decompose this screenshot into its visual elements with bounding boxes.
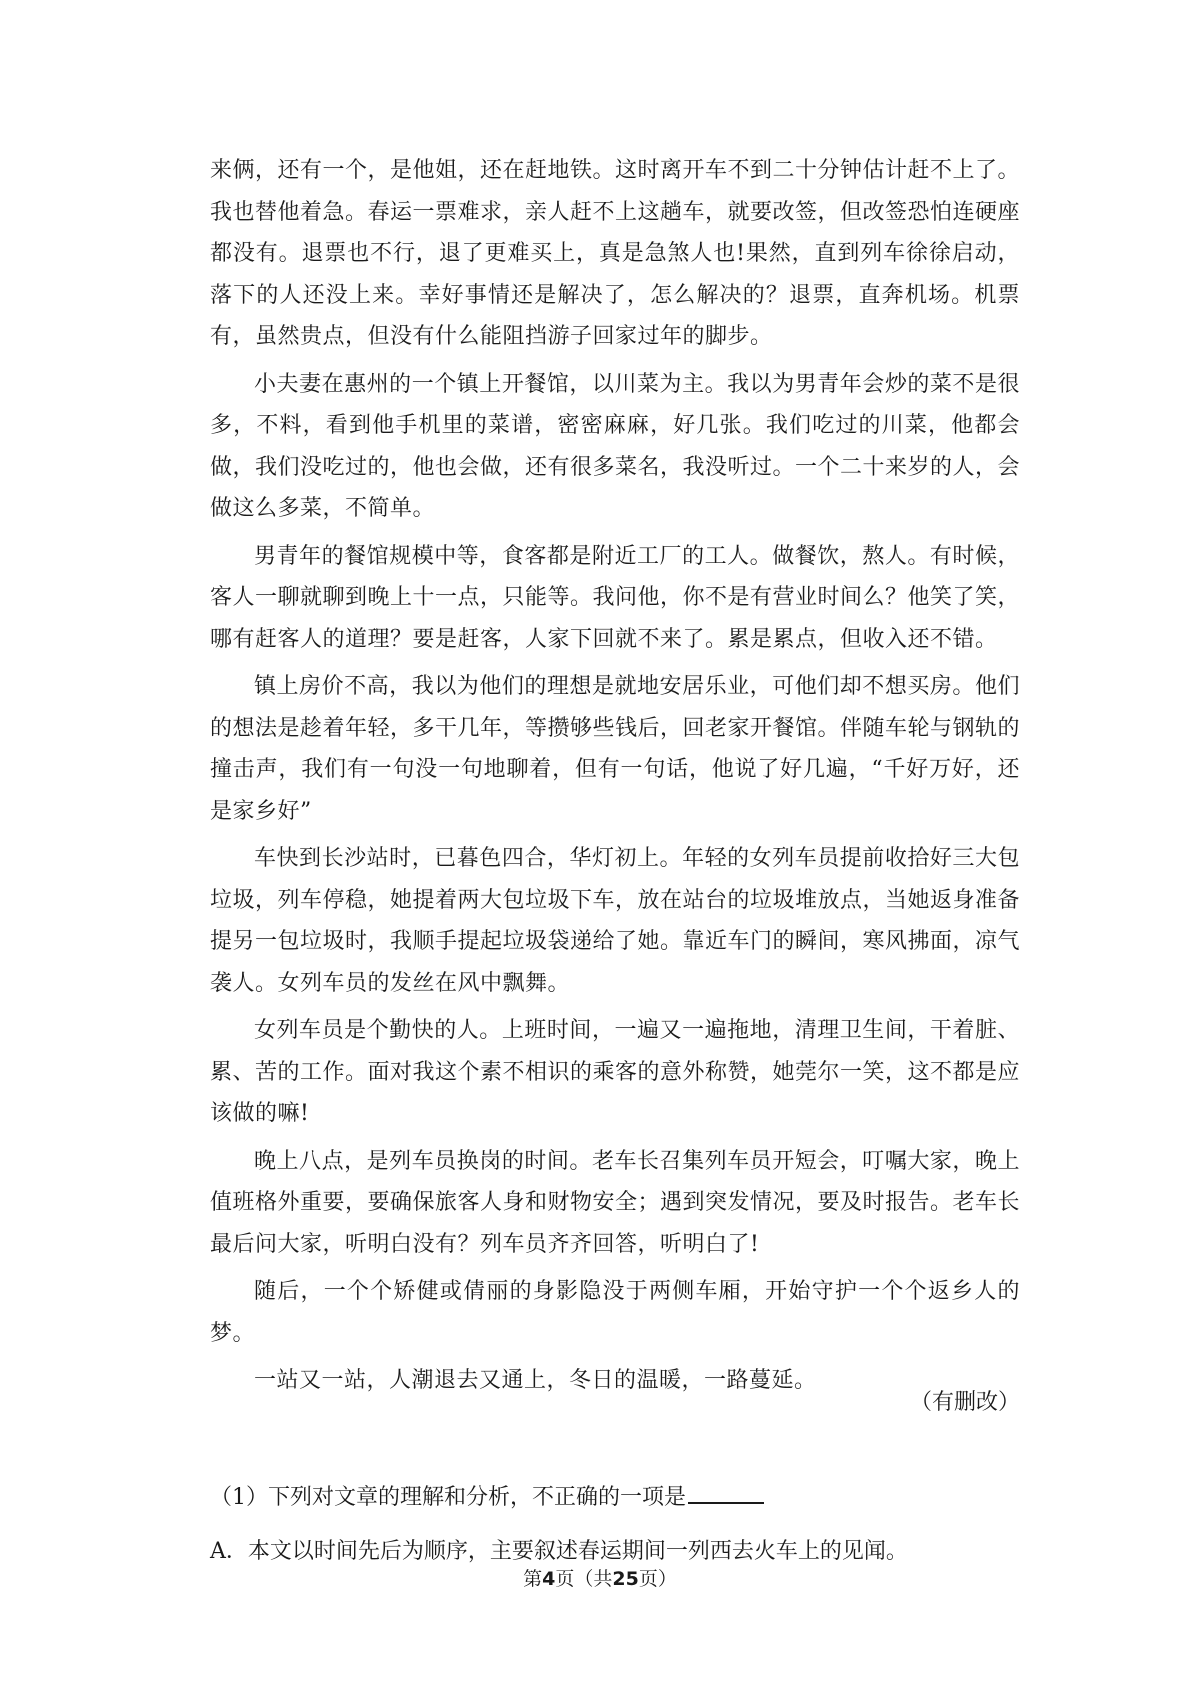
question-text: （1）下列对文章的理解和分析，不正确的一项是 [210,1485,686,1510]
footer-middle: 页（共 [555,1568,613,1590]
footer-suffix: 页） [638,1568,677,1590]
article-paragraph: 晚上八点，是列车员换岗的时间。老车长召集列车员开短会，叮嘱大家，晚上值班格外重要，要确保旅客人身和财物安全；遇到突发情况，要及时报告。老车长最后问大家，听明白没有？列车员齐齐回答，听明白了! [210,1148,1021,1257]
footer-page-number: 4 [542,1568,556,1590]
article-paragraph: 女列车员是个勤快的人。上班时间，一遍又一遍拖地，清理卫生间，干着脏、累、苦的工作。面对我这个素不相识的乘客的意外称赞，她莞尔一笑，这不都是应该做的嘛! [210,1018,1021,1126]
source-note: （有删改） [909,1390,1020,1415]
article-body [210,150,1020,1408]
article-paragraph: 车快到长沙站时，已暮色四合，华灯初上。年轻的女列车员提前收拾好三大包垃圾，列车停稳，她提着两大包垃圾下车，放在站台的垃圾堆放点，当她返身准备提另一包垃圾时，我顺手提起垃圾袋递给了她。靠近车门的瞬间，寒风拂面，凉气袭人。女列车员的发丝在风中飘舞。 [210,846,1021,996]
page-footer [0,1564,1200,1594]
article-paragraph: 镇上房价不高，我以为他们的理想是就地安居乐业，可他们却不想买房。他们的想法是趁着年轻，多干几年，等攒够些钱后，回老家开餐馆。伴随车轮与钢轨的撞击声，我们有一句没一句地聊着，但有一句话，他说了好几遍，“千好万好，还是家乡好” [210,674,1021,824]
article-paragraph: 一站又一站，人潮退去又通上，冬日的温暖，一路蔓延。 [254,1368,817,1393]
footer-prefix: 第 [523,1568,543,1590]
footer-total-pages: 25 [612,1568,639,1590]
article-paragraph: 小夫妻在惠州的一个镇上开餐馆，以川菜为主。我以为男青年会炒的菜不是很多，不料，看到他手机里的菜谱，密密麻麻，好几张。我们吃过的川菜，他都会做，我们没吃过的，他也会做，还有很多菜名，我没听过。一个二十来岁的人，会做这么多菜，不简单。 [210,371,1021,521]
question-stem [210,1478,1020,1518]
article-paragraph: 来俩，还有一个，是他姐，还在赶地铁。这时离开车不到二十分钟估计赶不上了。我也替他着急。春运一票难求，亲人赶不上这趟车，就要改签，但改签恐怕连硬座都没有。退票也不行，退了更难买上，真是急煞人也!果然，直到列车徐徐启动，落下的人还没上来。幸好事情还是解决了，怎么解决的？退票，直奔机场。机票有，虽然贵点，但没有什么能阻挡游子回家过年的脚步。 [210,158,1021,349]
article-paragraph: 男青年的餐馆规模中等，食客都是附近工厂的工人。做餐饮，熬人。有时候，客人一聊就聊到晚上十一点，只能等。我问他，你不是有营业时间么？他笑了笑，哪有赶客人的道理？要是赶客，人家下回就不来了。累是累点，但收入还不错。 [210,543,1021,652]
answer-blank [688,1480,764,1504]
question-option-a: A．本文以时间先后为顺序，主要叙述春运期间一列西去火车上的见闻。 [210,1539,908,1564]
article-paragraph: 随后，一个个矫健或倩丽的身影隐没于两侧车厢，开始守护一个个返乡人的梦。 [210,1279,1020,1346]
